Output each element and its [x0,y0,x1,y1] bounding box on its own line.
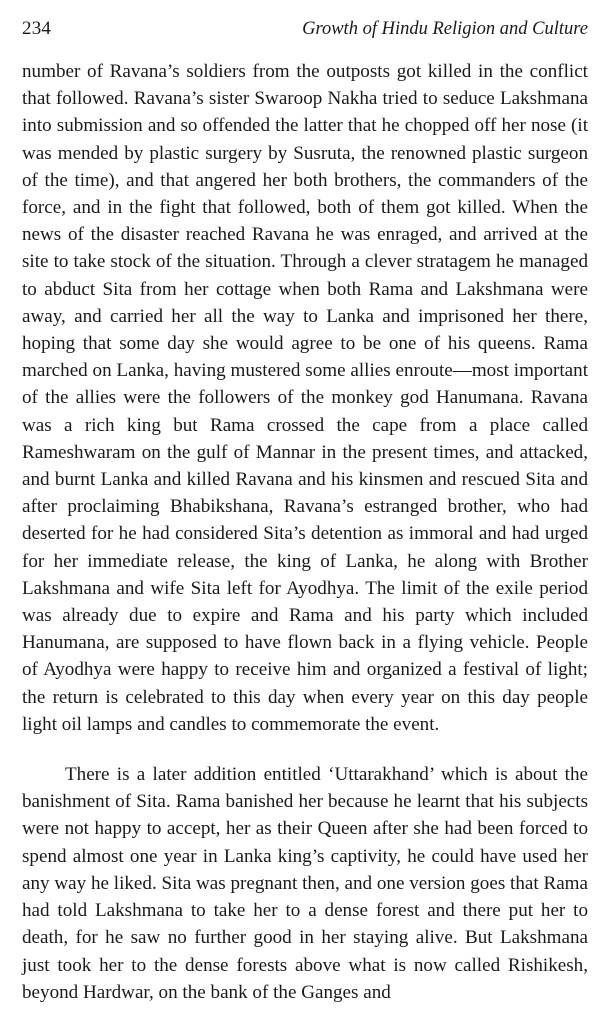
paragraph-uttarakhand: There is a later addition entitled ‘Uttarakhand’ which is about the banishment of Sita. Rama banished her because he learnt that his subjects were not happy to accept, her as their Queen after she had been forced to spend almost one year in Lanka king’s captivity, he could have used her any way he liked. Sita was pregnant then, and one version goes that Rama had told Lakshmana to take her to a dense forest and there put her to death, for he saw no further good in her staying alive. But Lakshmana just took her to the dense forests above what is now called Rishikesh, beyond Hardwar, on the bank of the Ganges and [22,764,588,1003]
running-title: Growth of Hindu Religion and Culture [302,19,588,39]
paragraph-continued: number of Ravana’s soldiers from the outposts got killed in the conflict that followed. Ravana’s sister Swaroop Nakha tried to seduce Lakshmana into submission and so offended the latter that he chopped off her nose (it was mended by plastic surgery by Susruta, the renowned plastic surgeon of the time), and that angered her both brothers, the commanders of the force, and in the fight that followed, both of them got killed. When the news of the disaster reached Ravana he was enraged, and arrived at the site to take stock of the situation. Through a clever stratagem he managed to abduct Sita from her cottage when both Rama and Lakshmana were away, and carried her all the way to Lanka and imprisoned her there, hoping that some day she would agree to be one of his queens. Rama marched on Lanka, having mustered some allies enroute—most important of the allies were the followers of the monkey god Hanumana. Ravana was a rich king but Rama crossed the cape from a place called Rameshwaram on the gulf of Mannar in the present times, and attacked, and burnt Lanka and killed Ravana and his kinsmen and rescued Sita and after proclaiming Bhabikshana, Ravana’s estranged brother, who had deserted for he had considered Sita’s detention as immoral and had urged for her immediate release, the king of Lanka, he along with Brother Lakshmana and wife Sita left for Ayodhya. The limit of the exile period was already due to expire and Rama and his party which included Hanumana, are supposed to have flown back in a flying vehicle. People of Ayodhya were happy to receive him and organized a festival of light; the return is celebrated to this day when every year on this day people light oil lamps and candles to commemorate the event. [22,61,588,735]
book-page [22,18,588,1006]
page-header [22,18,588,58]
page-number: 234 [22,18,52,39]
body-text [22,58,588,1006]
